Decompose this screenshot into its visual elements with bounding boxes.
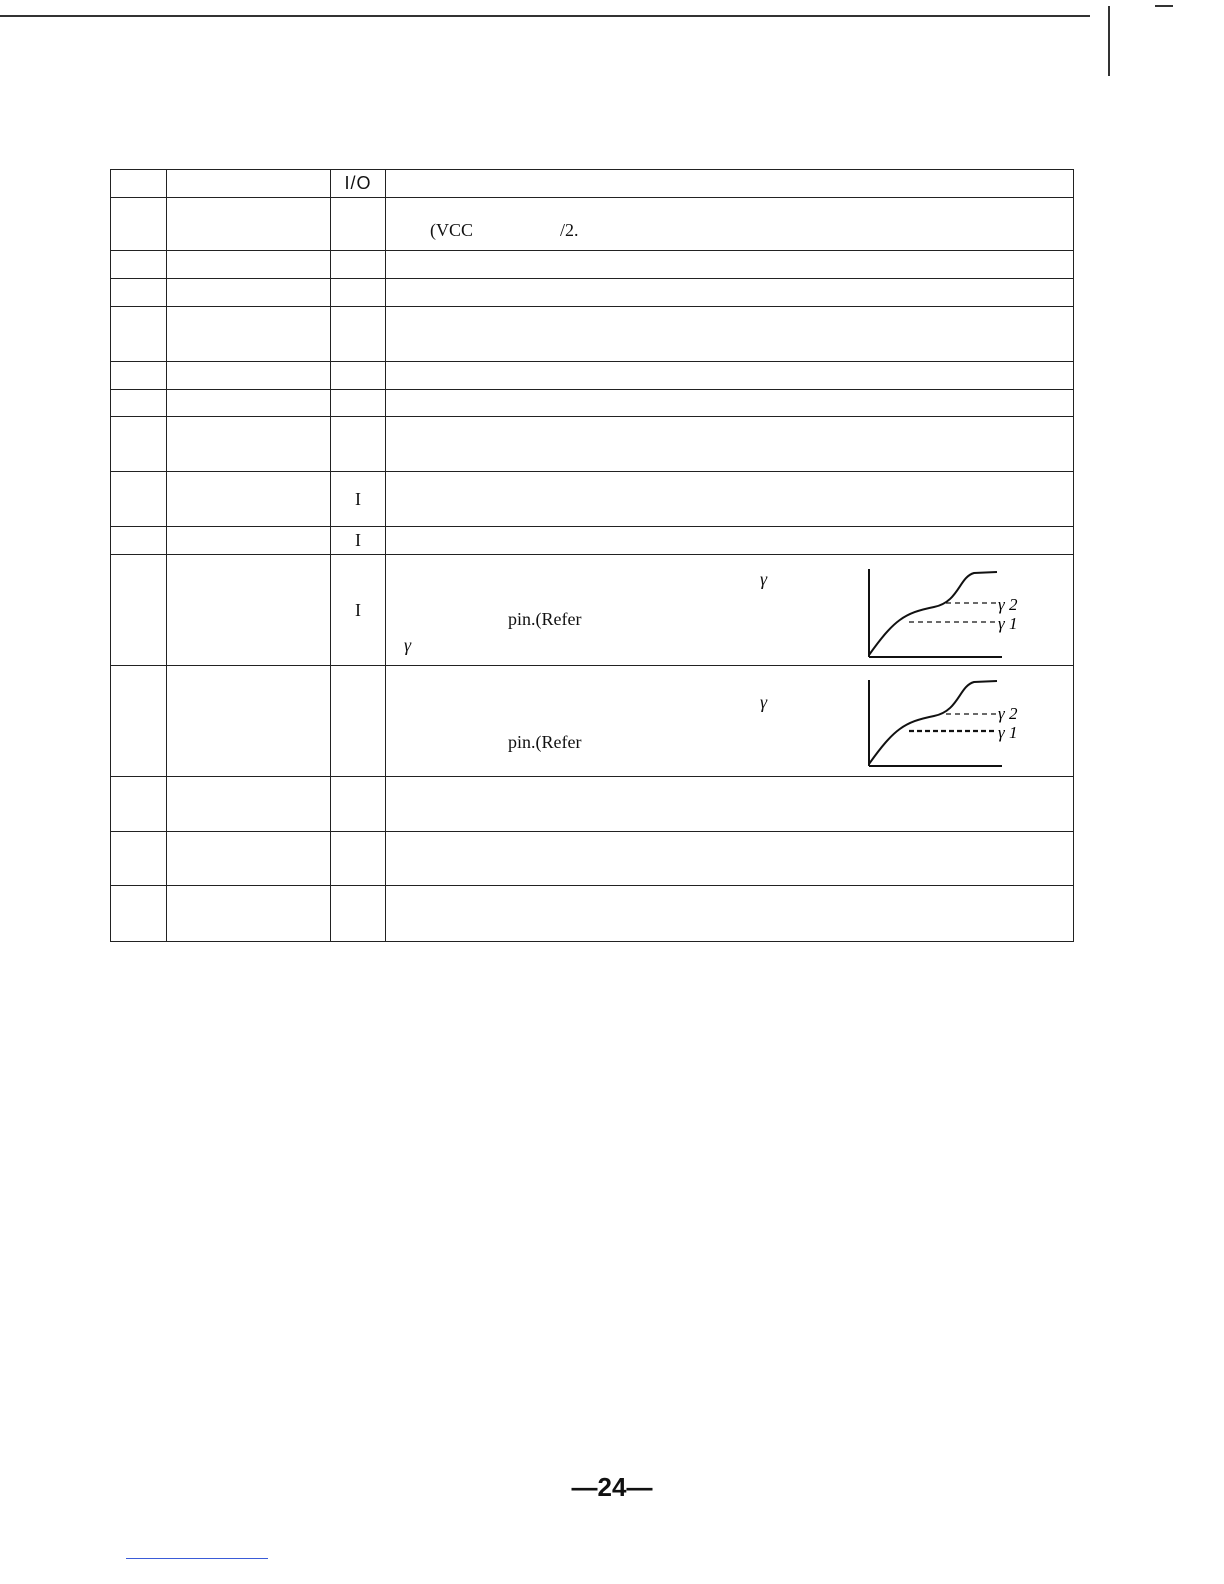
- description-cell: [386, 472, 1074, 527]
- gamma-curve-graph: [864, 674, 1034, 774]
- gamma-1-label: γ 1: [998, 614, 1018, 633]
- io-cell: [331, 307, 386, 362]
- gamma-symbol: γ: [404, 635, 412, 655]
- io-cell: [331, 886, 386, 942]
- description-cell: [386, 251, 1074, 279]
- table-row: [111, 666, 1074, 777]
- refer-text: pin.(Refer: [508, 609, 582, 629]
- table-row: [111, 777, 1074, 832]
- scan-artifact-dash: [1155, 5, 1173, 7]
- table-row: [111, 555, 1074, 666]
- io-cell: [331, 198, 386, 251]
- gamma-2-label: γ 2: [998, 704, 1018, 723]
- table-row: [111, 886, 1074, 942]
- gamma-symbol: γ: [760, 692, 768, 712]
- io-cell: [331, 777, 386, 832]
- gamma-symbol: γ: [760, 569, 768, 589]
- io-cell: [331, 279, 386, 307]
- io-cell: [331, 390, 386, 417]
- table-row: [111, 832, 1074, 886]
- pin-description-table: [110, 169, 1074, 942]
- gamma-1-label: γ 1: [998, 723, 1018, 742]
- header-description: [386, 170, 1074, 198]
- description-cell: [386, 198, 1074, 251]
- description-cell: [386, 279, 1074, 307]
- table-row: [111, 472, 1074, 527]
- table-row: [111, 251, 1074, 279]
- io-cell: [331, 417, 386, 472]
- gamma-curve-graph: [864, 565, 1034, 665]
- io-cell: [331, 251, 386, 279]
- io-cell: I: [331, 472, 386, 527]
- scan-artifact-vertical-mark: [1108, 6, 1110, 76]
- description-cell: [386, 555, 1074, 666]
- description-text: (VCC: [430, 220, 474, 240]
- table-header-row: [111, 170, 1074, 198]
- header-pin-no: [111, 170, 167, 198]
- description-cell: [386, 307, 1074, 362]
- description-cell: [386, 527, 1074, 555]
- description-text: /2.: [560, 220, 579, 240]
- io-cell: I: [331, 527, 386, 555]
- io-cell: I: [331, 555, 386, 666]
- header-io: I/O: [331, 170, 386, 198]
- gamma-2-label: γ 2: [998, 595, 1018, 614]
- io-cell: [331, 362, 386, 390]
- scan-artifact-top-line: [0, 15, 1090, 17]
- description-cell: [386, 832, 1074, 886]
- io-cell: [331, 832, 386, 886]
- table-row: [111, 307, 1074, 362]
- table-row: [111, 417, 1074, 472]
- table-row: [111, 390, 1074, 417]
- description-cell: [386, 777, 1074, 832]
- description-cell: [386, 417, 1074, 472]
- description-cell: [386, 362, 1074, 390]
- table-row: [111, 279, 1074, 307]
- description-cell: [386, 390, 1074, 417]
- table-row: [111, 527, 1074, 555]
- description-cell: [386, 886, 1074, 942]
- io-cell: [331, 666, 386, 777]
- footer-rule: [126, 1558, 268, 1559]
- page-number: —24—: [571, 1472, 653, 1502]
- header-pin-name: [167, 170, 331, 198]
- table-row: [111, 198, 1074, 251]
- description-cell: [386, 666, 1074, 777]
- table-row: [111, 362, 1074, 390]
- refer-text: pin.(Refer: [508, 732, 582, 752]
